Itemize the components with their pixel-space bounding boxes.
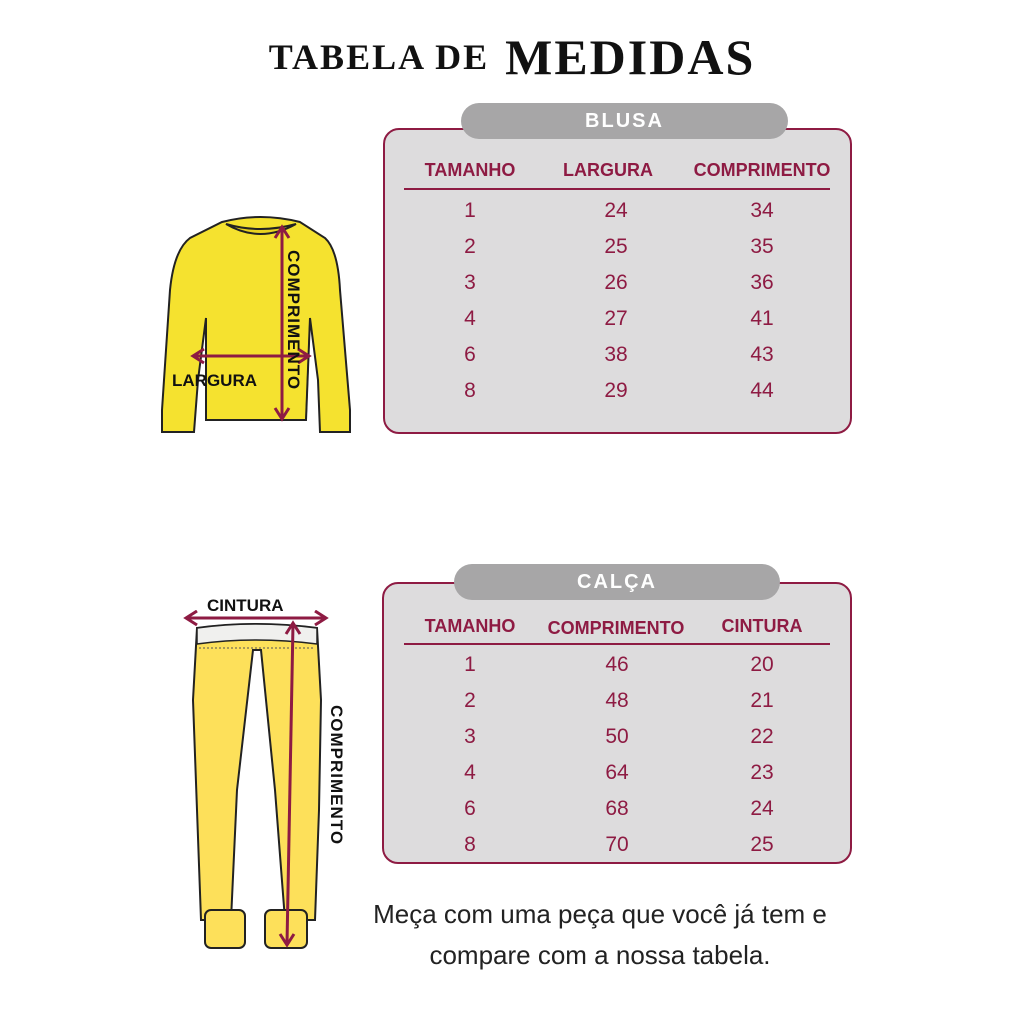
- calca-cell: 23: [750, 761, 774, 784]
- calca-header-comprimento: COMPRIMENTO: [547, 618, 685, 638]
- pants-diagram: [175, 610, 335, 950]
- pants-cuff-left: [205, 910, 245, 948]
- title-part-2: MEDIDAS: [505, 29, 756, 85]
- blusa-header-comprimento: COMPRIMENTO: [693, 160, 831, 180]
- sweater-width-label: LARGURA: [172, 371, 257, 390]
- blusa-cell: 3: [464, 271, 476, 294]
- page-title: [0, 28, 1024, 86]
- calca-cell: 2: [464, 689, 476, 712]
- note-line-1: Meça com uma peça que você já tem e: [373, 899, 827, 929]
- blusa-cell: 1: [464, 199, 476, 222]
- blusa-cell: 34: [750, 199, 774, 222]
- calca-cell: 21: [750, 689, 774, 712]
- pants-shape: [193, 624, 321, 920]
- note-line-2: compare com a nossa tabela.: [429, 940, 771, 970]
- blusa-cell: 29: [604, 379, 628, 402]
- blusa-cell: 27: [604, 307, 628, 330]
- calca-cell: 8: [464, 833, 476, 856]
- calca-cell: 48: [605, 689, 629, 712]
- blusa-cell: 26: [604, 271, 628, 294]
- blusa-cell: 38: [604, 343, 628, 366]
- calca-header-tamanho: TAMANHO: [424, 616, 516, 636]
- blusa-label-pill: BLUSA: [461, 103, 788, 139]
- calca-label-pill: CALÇA: [454, 564, 780, 600]
- pants-waist-label: CINTURA: [207, 596, 284, 615]
- calca-cell: 6: [464, 797, 476, 820]
- calca-cell: 70: [605, 833, 629, 856]
- sweater-length-label: COMPRIMENTO: [284, 250, 303, 391]
- blusa-cell: 35: [750, 235, 774, 258]
- calca-header-cintura: CINTURA: [721, 616, 803, 636]
- blusa-cell: 24: [604, 199, 628, 222]
- blusa-cell: 4: [464, 307, 476, 330]
- calca-cell: 64: [605, 761, 629, 784]
- blusa-header-rule: [404, 188, 830, 190]
- blusa-cell: 36: [750, 271, 774, 294]
- blusa-cell: 6: [464, 343, 476, 366]
- calca-cell: 4: [464, 761, 476, 784]
- calca-cell: 24: [750, 797, 774, 820]
- calca-header-rule: [404, 643, 830, 645]
- blusa-cell: 8: [464, 379, 476, 402]
- blusa-cell: 41: [750, 307, 774, 330]
- calca-cell: 68: [605, 797, 629, 820]
- calca-cell: 1: [464, 653, 476, 676]
- calca-cell: 46: [605, 653, 629, 676]
- pants-length-label: COMPRIMENTO: [327, 705, 346, 846]
- blusa-cell: 25: [604, 235, 628, 258]
- blusa-cell: 43: [750, 343, 774, 366]
- calca-cell: 22: [750, 725, 774, 748]
- calca-cell: 3: [464, 725, 476, 748]
- calca-cell: 25: [750, 833, 774, 856]
- calca-cell: 50: [605, 725, 629, 748]
- blusa-header-tamanho: TAMANHO: [424, 160, 516, 180]
- blusa-cell: 2: [464, 235, 476, 258]
- sweater-diagram: [150, 210, 370, 440]
- title-part-1: TABELA DE: [268, 37, 490, 77]
- sweater-shape: [162, 217, 350, 432]
- blusa-header-largura: LARGURA: [563, 160, 653, 180]
- calca-cell: 20: [750, 653, 774, 676]
- blusa-cell: 44: [750, 379, 774, 402]
